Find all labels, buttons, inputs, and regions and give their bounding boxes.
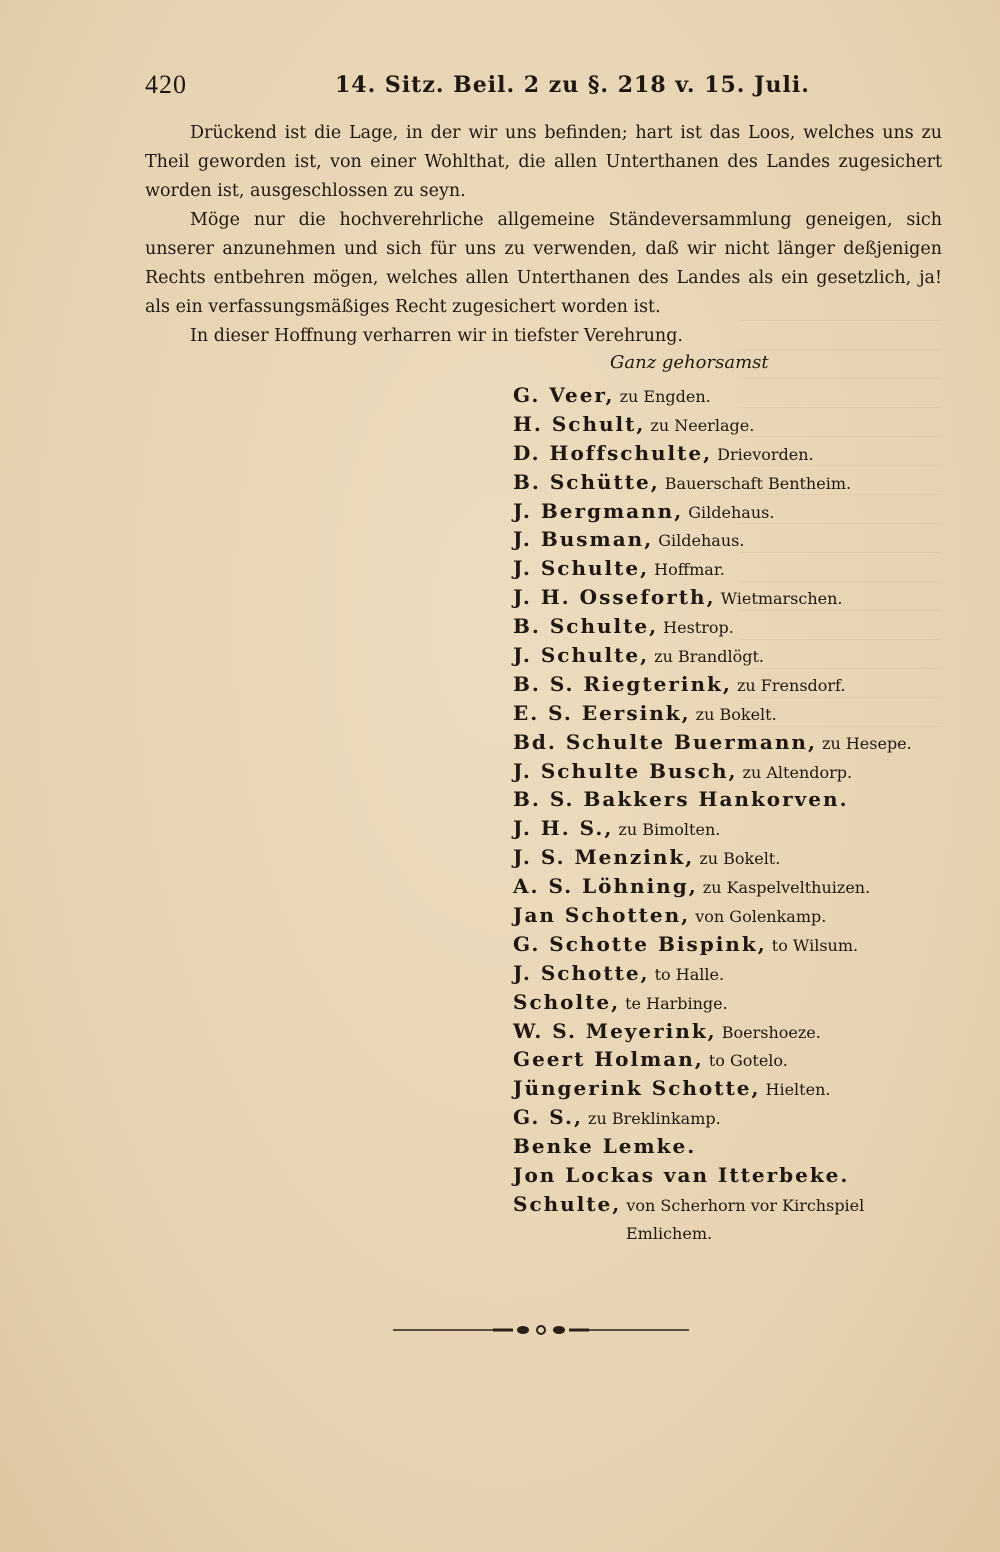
signature-entry (513, 670, 933, 699)
signatory-name: W. S. Meyerink, (513, 1018, 717, 1043)
signatory-name: Scholte, (513, 989, 621, 1014)
signatory-place: to Gotelo. (708, 1051, 788, 1071)
signatory-name: J. Bergmann, (513, 498, 684, 523)
signatory-place: to Halle. (654, 964, 725, 984)
signoff: Ganz gehorsamst (610, 352, 769, 373)
signature-entry (513, 641, 933, 670)
signature-entry (513, 554, 933, 583)
page-header (145, 70, 810, 106)
signatory-place: von Scherhorn vor Kirchspiel (626, 1195, 865, 1215)
signatory-place: zu Frensdorf. (736, 675, 846, 695)
signatory-name: J. Schulte Busch, (513, 758, 738, 783)
signatory-place: Gildehaus. (658, 531, 745, 551)
signatory-name: J. Busman, (513, 527, 654, 552)
signature-entry (513, 814, 933, 843)
signatory-name: J. Schotte, (513, 960, 650, 985)
signatory-name: B. Schütte, (513, 469, 660, 494)
signature-entry (513, 728, 933, 757)
signature-entry (513, 381, 933, 410)
closing-line: In dieser Hoffnung verharren wir in tiefster Verehrung. (190, 326, 683, 346)
signatory-name: Benke Lemke. (513, 1134, 697, 1159)
signatory-place: Hestrop. (663, 618, 734, 638)
signature-entry (513, 468, 933, 497)
running-head: 14. Sitz. Beil. 2 zu §. 218 v. 15. Juli. (335, 72, 810, 98)
signature-entry (513, 1103, 933, 1132)
signature-entry (513, 1161, 933, 1190)
signatory-name: Jan Schotten, (513, 903, 691, 928)
signatory-name: Geert Holman, (513, 1047, 704, 1072)
signatory-name: J. Schulte, (513, 643, 650, 668)
paragraph-1: Drückend ist die Lage, in der wir uns befinden; hart ist das Loos, welches uns zu Theil geworden ist, von einer Wohlthat, die allen Unterthanen des Landes zugesichert worden ist, ausgeschlossen zu seyn. (145, 123, 942, 201)
signatory-name: B. S. Bakkers Hankorven. (513, 787, 849, 812)
signatory-place: zu Brandlögt. (654, 647, 764, 667)
signatory-name: J. H. S., (513, 816, 614, 841)
signatory-place: zu Altendorp. (742, 762, 853, 782)
signature-entry (513, 988, 933, 1017)
signature-entry (513, 439, 933, 468)
signatory-place: zu Kaspelvelthuizen. (702, 878, 871, 898)
signature-entry (513, 1190, 933, 1219)
signatory-name: B. Schulte, (513, 614, 659, 639)
signatory-name: Schulte, (513, 1191, 622, 1216)
signatory-place: Gildehaus. (688, 502, 775, 522)
signatory-place: zu Hesepe. (822, 733, 912, 753)
signatory-place: zu Breklinkamp. (588, 1109, 721, 1129)
signature-entry (513, 959, 933, 988)
signatory-place: to Wilsum. (771, 935, 859, 955)
signatory-place: Drievorden. (717, 444, 814, 464)
signature-entry (513, 872, 933, 901)
signatory-place: Bauerschaft Bentheim. (664, 473, 852, 493)
signatory-place: von Golenkamp. (695, 907, 827, 927)
signature-entry (513, 1045, 933, 1074)
signatory-name: J. Schulte, (513, 556, 650, 581)
signatory-place: Wietmarschen. (720, 589, 843, 609)
signatory-place: Hielten. (765, 1080, 831, 1100)
signatory-place: Boershoeze. (721, 1022, 821, 1042)
signatory-name: Jon Lockas van Itterbeke. (513, 1163, 850, 1188)
signatory-place: zu Bokelt. (699, 849, 781, 869)
signature-entry (513, 785, 933, 814)
signatory-place: Hoffmar. (654, 560, 725, 580)
signatory-name: H. Schult, (513, 411, 646, 436)
signature-list (513, 381, 933, 1219)
page-number: 420 (145, 70, 187, 99)
paragraph-2: Möge nur die hochverehrliche allgemeine Ständeversammlung geneigen, sich unserer anzunehmen und sich für uns zu verwenden, daß wir nicht länger deßjenigen Rechts entbehren mögen, welches allen Unterthanen des Landes als ein gesetzlich, ja! als ein verfassungsmäßiges Recht zugesichert worden ist. (145, 210, 942, 317)
signatory-name: Bd. Schulte Buermann, (513, 729, 817, 754)
signature-entry (513, 612, 933, 641)
signature-entry (513, 901, 933, 930)
signature-continuation: Emlichem. (626, 1224, 713, 1243)
signature-entry (513, 757, 933, 786)
signatory-place: zu Engden. (619, 387, 711, 406)
ornamental-divider (393, 1323, 689, 1337)
signature-entry (513, 583, 933, 612)
signature-entry (513, 1017, 933, 1046)
signatory-name: D. Hoffschulte, (513, 440, 713, 465)
signatory-place: te Harbinge. (625, 993, 728, 1013)
signatory-name: E. S. Eersink, (513, 700, 691, 725)
signatory-place: zu Neerlage. (650, 415, 755, 435)
signature-entry (513, 843, 933, 872)
signatory-place: zu Bokelt. (695, 704, 777, 724)
signatory-name: A. S. Löhning, (513, 874, 698, 899)
signature-entry (513, 410, 933, 439)
signature-entry (513, 1132, 933, 1161)
signatory-name: J. H. Osseforth, (513, 585, 716, 610)
signatory-name: G. Schotte Bispink, (513, 931, 767, 956)
signatory-name: G. Veer, (513, 383, 615, 407)
signatory-place: zu Bimolten. (618, 820, 721, 840)
signature-entry (513, 525, 933, 554)
signature-entry (513, 930, 933, 959)
signature-entry (513, 699, 933, 728)
signatory-name: Jüngerink Schotte, (513, 1076, 761, 1101)
signatory-name: B. S. Riegterink, (513, 671, 732, 696)
signature-entry (513, 1074, 933, 1103)
signatory-name: J. S. Menzink, (513, 845, 695, 870)
body-text (145, 119, 942, 351)
signature-entry (513, 497, 933, 526)
signatory-name: G. S., (513, 1105, 583, 1130)
